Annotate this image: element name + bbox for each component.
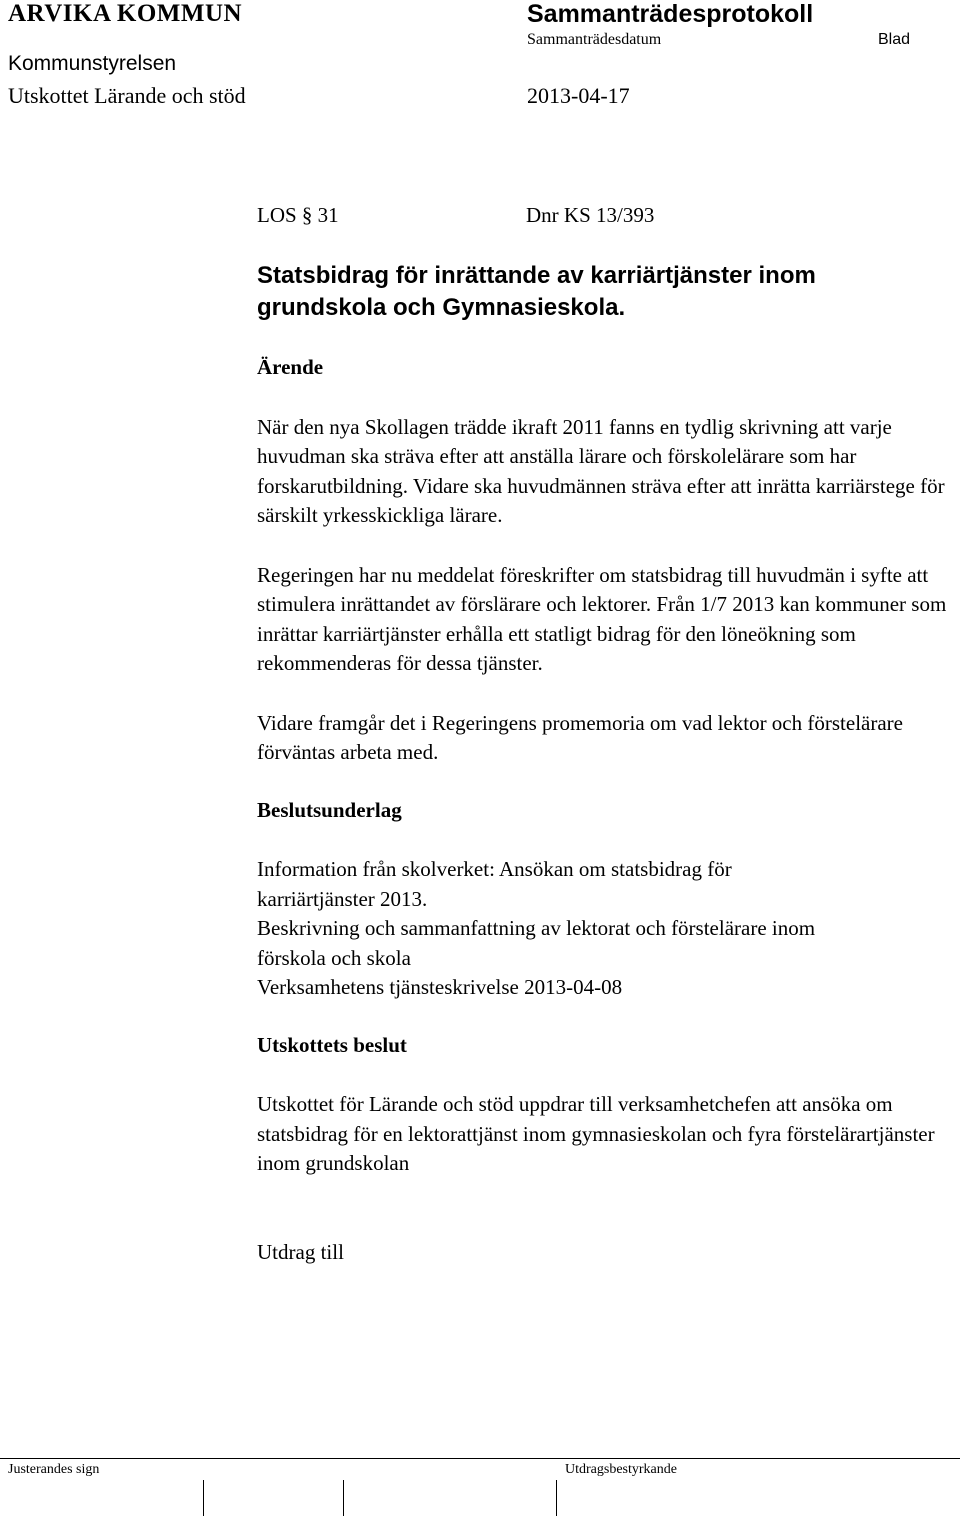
footer-divider: [0, 1458, 960, 1459]
organization-name: ARVIKA KOMMUN: [8, 0, 243, 27]
arende-heading: Ärende: [257, 355, 324, 379]
utdragsbestyrkande-label: Utdragsbestyrkande: [565, 1462, 677, 1477]
utdrag-till-label: Utdrag till: [257, 1239, 344, 1264]
beslutsunderlag-line: Verksamhetens tjänsteskrivelse 2013-04-08: [257, 975, 623, 999]
justerandes-sign-label: Justerandes sign: [8, 1462, 100, 1477]
board-name: Kommunstyrelsen: [8, 52, 177, 75]
arende-paragraph: Vidare framgår det i Regeringens promemoria om vad lektor och förstelärare förväntas arbeta med.: [257, 710, 903, 764]
beslutsunderlag-line: karriärtjänster 2013.: [257, 886, 428, 911]
page-label: Blad: [878, 31, 911, 48]
protocol-body: [257, 201, 947, 1267]
case-registration-number: Dnr KS 13/393: [526, 203, 655, 227]
beslutsunderlag-line: Information från skolverket: Ansökan om statsbidrag för: [257, 857, 732, 881]
case-title: [257, 260, 947, 324]
signature-box-divider: [556, 1480, 557, 1516]
beslutsunderlag-list: [257, 855, 947, 1003]
meeting-date-label: Sammanträdesdatum: [527, 31, 662, 48]
beslutsunderlag-heading: Beslutsunderlag: [257, 797, 402, 822]
case-header: [257, 201, 947, 231]
beslutsunderlag-line: Beskrivning och sammanfattning av lektorat och förstelärare inom: [257, 916, 816, 940]
arende-paragraph: Regeringen har nu meddelat föreskrifter om statsbidrag till huvudmän i syfte att stimulera inrättandet av förslärare och lektorer. Från 1/7 2013 kan kommuner som inrättar karriärtjänster erhålla ett statligt bidrag för den löneökning som rekommenderas för dessa tjänster.: [257, 562, 947, 675]
case-number: LOS § 31: [257, 203, 339, 227]
beslutsunderlag-line: förskola och skola: [257, 945, 411, 970]
meeting-date: 2013-04-17: [527, 83, 630, 108]
utskottets-beslut-text: Utskottet för Lärande och stöd uppdrar till verksamhetchefen att ansöka om statsbidrag för en lektorattjänst inom gymnasieskolan och fyra förstelärartjänster inom grundskolan: [257, 1092, 935, 1175]
case-title-line: grundskola och Gymnasieskola.: [257, 294, 626, 321]
committee-name: Utskottet Lärande och stöd: [8, 83, 246, 108]
utskottets-beslut-heading: Utskottets beslut: [257, 1032, 407, 1057]
case-title-line: Statsbidrag för inrättande av karriärtjänster inom: [257, 262, 816, 289]
arende-paragraph: När den nya Skollagen trädde ikraft 2011 fanns en tydlig skrivning att varje huvudman ska sträva efter att anställa lärare och förskolelärare som har forskarutbildning. Vidare ska huvudmännen sträva efter att inrätta karriärstege för särskilt yrkesskickliga lärare.: [257, 414, 945, 527]
signature-box-divider: [203, 1480, 204, 1516]
document-type: Sammanträdesprotokoll: [527, 0, 814, 28]
signature-box-divider: [343, 1480, 344, 1516]
